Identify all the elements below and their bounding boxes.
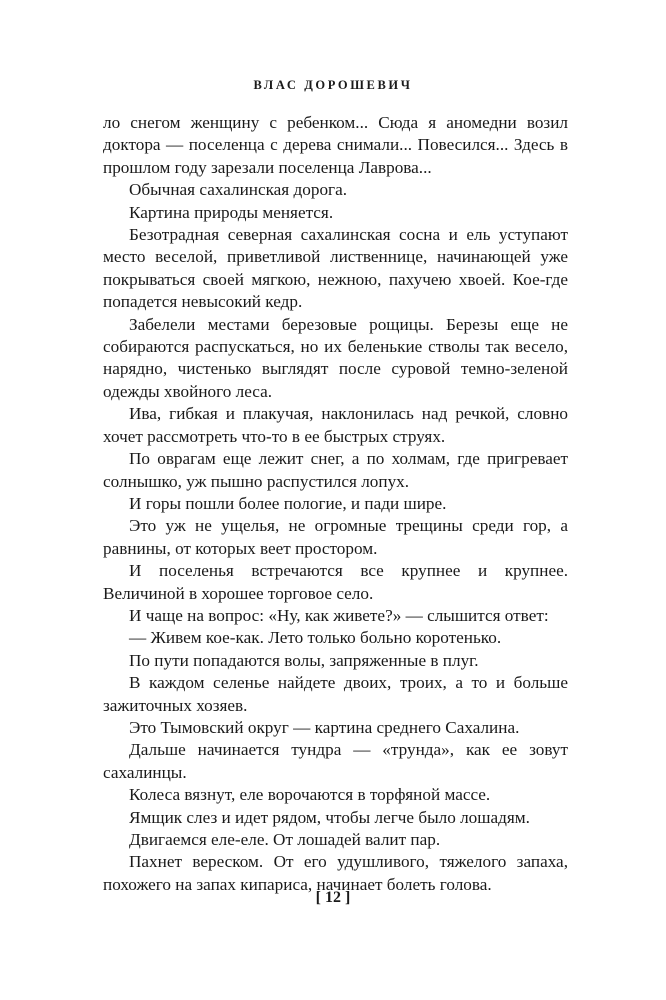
paragraph: И горы пошли более пологие, и пади шире. — [129, 493, 447, 513]
paragraph: Дальше начинается тундра — «трунда», как ее зовут сахалинцы. — [103, 740, 568, 782]
paragraph: По оврагам еще лежит снег, а по холмам, где пригревает солнышко, уж пышно распустился лопух. — [103, 449, 568, 491]
page-number: [ 12 ] — [315, 889, 351, 906]
paragraph: Ямщик слез и идет рядом, чтобы легче было лошадям. — [129, 807, 530, 827]
paragraph: Картина природы меняется. — [129, 202, 334, 222]
paragraph: Пахнет вереском. От его удушливого, тяжелого запаха, похожего на запах кипариса, начинает болеть голова. — [103, 852, 568, 894]
paragraph: Это Тымовский округ — картина среднего Сахалина. — [129, 717, 520, 737]
paragraph: По пути попадаются волы, запряженные в плуг. — [129, 650, 479, 670]
paragraph: И чаще на вопрос: «Ну, как живете?» — слышится ответ: — [129, 605, 549, 625]
paragraph: Забелели местами березовые рощицы. Березы еще не собираются распускаться, но их беленькие стволы так весело, нарядно, чистенько выглядят после суровой темно-зеленой одежды хвойного леса. — [103, 314, 568, 401]
running-header: ВЛАС ДОРОШЕВИЧ — [253, 78, 413, 92]
paragraph: Колеса вязнут, еле ворочаются в торфяной массе. — [129, 785, 491, 805]
paragraph: ло снегом женщину с ребенком... Сюда я аномедни возил доктора — поселенца с дерева снимали... Повесился... Здесь в прошлом году зарезали поселенца Лаврова... — [103, 113, 568, 177]
paragraph: Двигаемся еле-еле. От лошадей валит пар. — [129, 830, 441, 849]
paragraph: Безотрадная северная сахалинская сосна и ель уступают место веселой, приветливой лиственнице, начинающей уже покрываться своей мягкою, нежною, пахучею хвоей. Кое-где попадется невысокий кедр. — [103, 225, 568, 312]
paragraph: В каждом селенье найдете двоих, троих, а то и больше зажиточных хозяев. — [103, 673, 568, 715]
dialogue-line: — Живем кое-как. Лето только больно коротенько. — [129, 628, 502, 648]
paragraph: И поселенья встречаются все крупнее и крупнее. Величиной в хорошее торговое село. — [103, 561, 568, 603]
paragraph: Ива, гибкая и плакучая, наклонилась над речкой, словно хочет рассмотреть что-то в ее быстрых струях. — [103, 404, 568, 446]
paragraph: Это уж не ущелья, не огромные трещины среди гор, а равнины, от которых веет простором. — [103, 516, 568, 558]
paragraph: Обычная сахалинская дорога. — [129, 180, 348, 200]
page-body — [103, 112, 568, 896]
